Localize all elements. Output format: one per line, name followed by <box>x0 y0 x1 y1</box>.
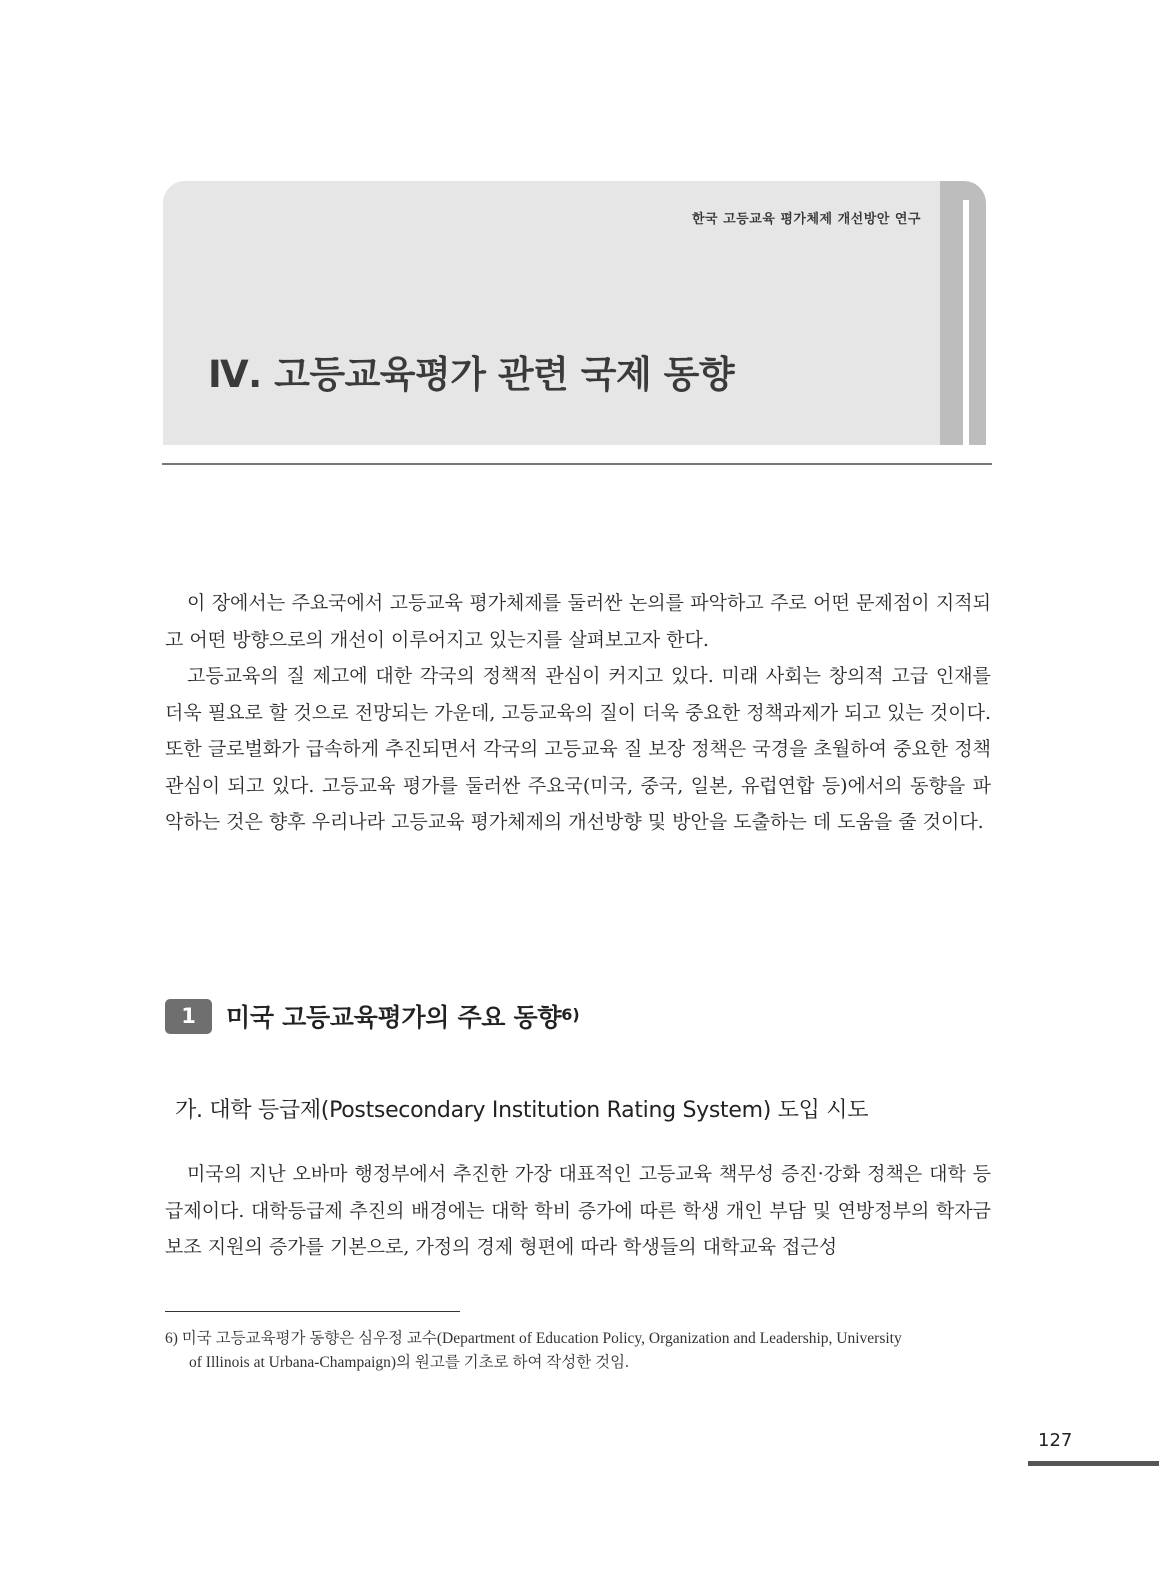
footnote-rule <box>165 1311 460 1312</box>
chapter-title: Ⅳ. 고등교육평가 관련 국제 동향 <box>208 353 735 396</box>
subsection-text <box>165 1156 991 1266</box>
section-heading <box>165 998 580 1034</box>
footnote-line-1: 6) 미국 고등교육평가 동향은 심우정 교수(Department of Education Policy, Organization and Leadership, University <box>165 1330 902 1347</box>
intro-text <box>165 585 991 841</box>
section-title-text: 미국 고등교육평가의 주요 동향 <box>226 1003 562 1032</box>
subsection-paragraph: 미국의 지난 오바마 행정부에서 추진한 가장 대표적인 고등교육 책무성 증진·강화 정책은 대학 등급제이다. 대학등급제 추진의 배경에는 대학 학비 증가에 따른 학생 개인 부담 및 연방정부의 학자금 보조 지원의 증가를 기본으로, 가정의 경제 형편에 따라 학생들의 대학교육 접근성 <box>165 1163 991 1258</box>
footnote-line-2: of Illinois at Urbana-Champaign)의 원고를 기초로 하여 작성한 것임. <box>189 1354 629 1371</box>
header-rule <box>162 463 992 465</box>
intro-paragraph-1: 이 장에서는 주요국에서 고등교육 평가체제를 둘러싼 논의를 파악하고 주로 어떤 문제점이 지적되고 어떤 방향으로의 개선이 이루어지고 있는지를 살펴보고자 한다. <box>165 592 991 651</box>
footnote <box>165 1327 991 1375</box>
section-title <box>226 998 580 1034</box>
intro-paragraph-2: 고등교육의 질 제고에 대한 각국의 정책적 관심이 커지고 있다. 미래 사회는 창의적 고급 인재를 더욱 필요로 할 것으로 전망되는 가운데, 고등교육의 질이 더욱 중요한 정책과제가 되고 있는 것이다. 또한 글로벌화가 급속하게 추진되면서 각국의 고등교육 질 보장 정책은 국경을 초월하여 중요한 정책 관심이 되고 있다. 고등교육 평가를 둘러싼 주요국(미국, 중국, 일본, 유럽연합 등)에서의 동향을 파악하는 것은 향후 우리나라 고등교육 평가체제의 개선방향 및 방안을 도출하는 데 도움을 줄 것이다. <box>165 665 991 833</box>
section-number-badge: 1 <box>165 999 212 1034</box>
running-head: 한국 고등교육 평가체제 개선방안 연구 <box>691 212 921 227</box>
page-number: 127 <box>1038 1430 1073 1451</box>
subsection-title: 가. 대학 등급제(Postsecondary Institution Rating System) 도입 시도 <box>175 1098 869 1123</box>
page-number-rule <box>1028 1461 1159 1466</box>
chapter-header-edge <box>963 200 969 445</box>
footnote-ref[interactable]: 6) <box>561 1005 580 1024</box>
